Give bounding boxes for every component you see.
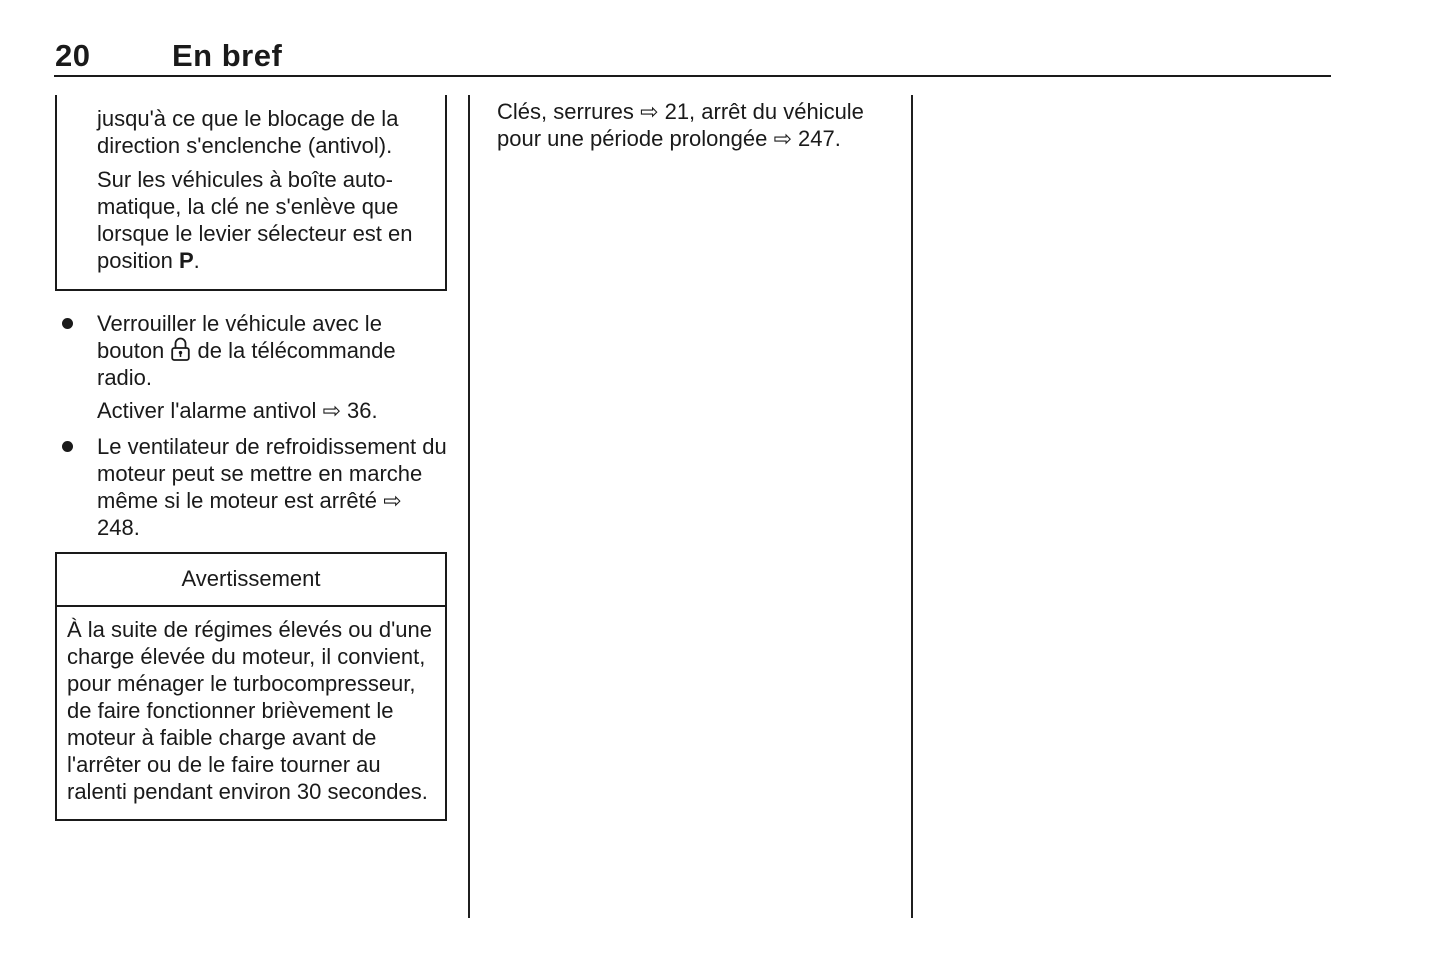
left-column bbox=[55, 95, 447, 821]
bullet-icon bbox=[62, 318, 73, 329]
alarm-reference-text: Activer l'alarme antivol ⇨ 36. bbox=[97, 398, 378, 423]
list-item-text: Le ventilateur de refroidissement du moteur peut se mettre en marche même si le moteur est arrêté ⇨ 248. bbox=[97, 434, 447, 540]
gear-position-p-label: P bbox=[178, 248, 194, 273]
column-divider-1 bbox=[468, 95, 470, 918]
column-divider-2 bbox=[911, 95, 913, 918]
warning-box bbox=[55, 552, 447, 821]
note-paragraph: jusqu'à ce que le blocage de la direction s'enclenche (antivol). bbox=[97, 106, 399, 158]
note-paragraph-text: . bbox=[193, 248, 200, 273]
lock-icon bbox=[170, 337, 191, 362]
list-item-lock-vehicle bbox=[55, 310, 447, 424]
list-item-text bbox=[97, 310, 447, 391]
list-item-text-pre: Verrouiller le véhicule avec le bouton bbox=[97, 311, 382, 363]
middle-column bbox=[497, 95, 889, 152]
list-item-text-post: de la télécommande radio. bbox=[97, 338, 396, 390]
note-paragraph bbox=[97, 166, 441, 274]
warning-box-body: À la suite de régimes élevés ou d'une charge élevée du moteur, il convient, pour ménager le turbocompresseur, de faire fonctionner brièvement le moteur à faible charge avant de l'arrêter ou de le faire tourner au ralenti pendant environ 30 secondes. bbox=[67, 617, 432, 804]
note-paragraph-text: Sur les véhicules à boîte automatique, la clé ne s'enlève que lorsque le levier sélecteur est en position bbox=[97, 167, 413, 273]
warning-box-title: Avertissement bbox=[57, 554, 445, 607]
continuation-note-box bbox=[55, 95, 447, 291]
cross-reference-paragraph: Clés, serrures ⇨ 21, arrêt du véhicule pour une période prolongée ⇨ 247. bbox=[497, 99, 864, 151]
header-rule bbox=[54, 75, 1331, 77]
page-number: 20 bbox=[55, 38, 91, 73]
chapter-title: En bref bbox=[172, 38, 283, 73]
bullet-icon bbox=[62, 441, 73, 452]
list-item-cooling-fan bbox=[55, 433, 447, 541]
